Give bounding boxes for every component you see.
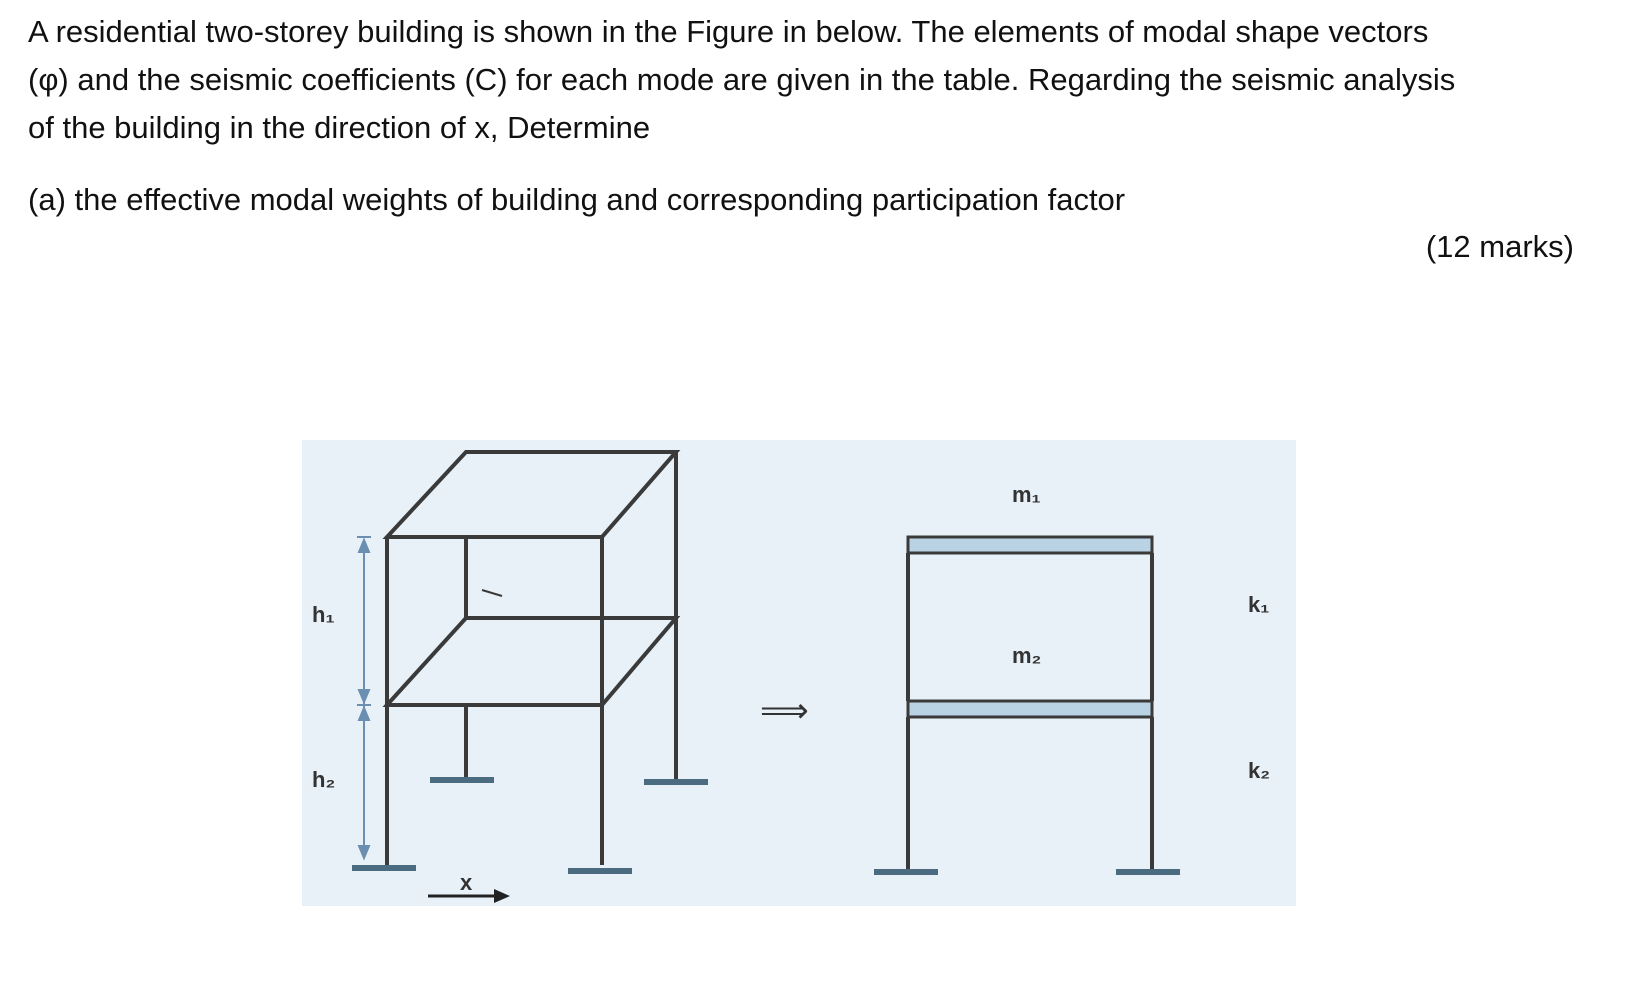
label-m2: m₂: [1012, 643, 1042, 668]
figure-background: [302, 440, 1296, 906]
label-k2: k₂: [1248, 758, 1271, 783]
label-m1: m₁: [1012, 482, 1041, 507]
label-h1: h₁: [312, 602, 335, 627]
label-k1: k₁: [1248, 592, 1270, 617]
arrow-equivalent-symbol: ⟹: [760, 691, 809, 731]
building-figure-svg: [302, 440, 1296, 906]
building-figure: [302, 440, 1296, 906]
question-text: [28, 8, 1588, 152]
question-line-2: (φ) and the seismic coefficients (C) for each mode are given in the table. Regarding the seismic analysis: [28, 62, 1456, 97]
marks-label: (12 marks): [1425, 229, 1574, 264]
label-x: x: [460, 870, 473, 895]
upper-floor-slab: [908, 537, 1152, 553]
question-part-a: (a) the effective modal weights of building and corresponding participation factor: [28, 182, 1126, 217]
question-line-3: of the building in the direction of x, Determine: [28, 110, 651, 145]
label-h2: h₂: [312, 767, 336, 792]
lower-floor-slab: [908, 701, 1152, 717]
question-line-1: A residential two-storey building is shown in the Figure in below. The elements of modal shape vectors: [28, 14, 1429, 49]
